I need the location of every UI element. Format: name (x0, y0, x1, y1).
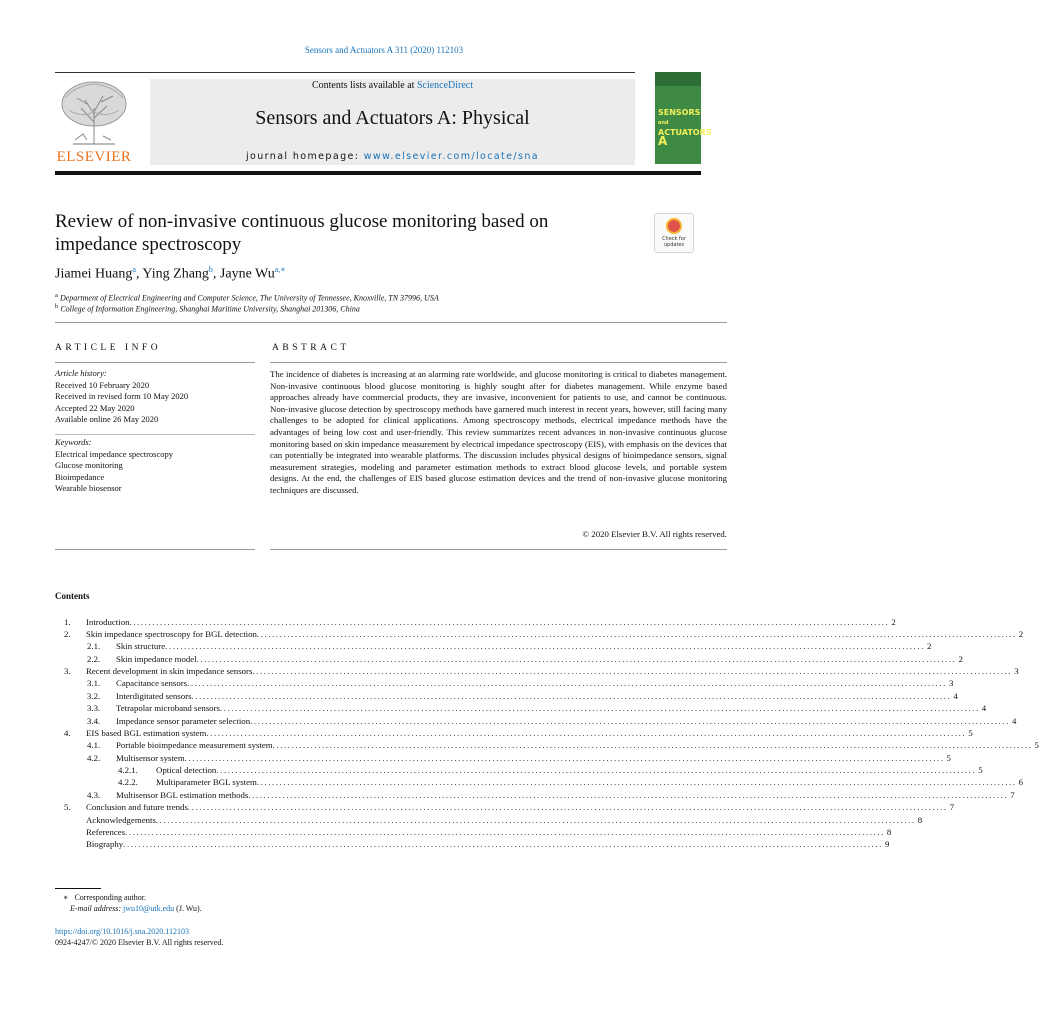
abstract-bottom-rule (270, 549, 727, 550)
toc-entry-title[interactable]: Skin impedance model (116, 653, 197, 664)
toc-leader-dots: ........................................................................................................................................................................................................ (123, 839, 883, 850)
toc-leader-dots: ........................................................................................................................................................................................................ (272, 740, 1033, 751)
toc-entry-page: 7 (1010, 789, 1015, 800)
toc-leader-dots: ........................................................................................................................................................................................................ (187, 802, 948, 813)
toc-entry-line (86, 801, 955, 813)
toc-entry[interactable] (0, 715, 1017, 727)
affiliation-text: Department of Electrical Engineering and Computer Science, The University of Tennessee, Knoxville, TN 37996, USA (59, 293, 439, 303)
toc-entry-number: 4.2.1. (118, 765, 138, 776)
toc-entry-page: 4 (1011, 715, 1017, 726)
toc-entry-page: 2 (891, 616, 896, 627)
history-item: Accepted 22 May 2020 (55, 402, 135, 413)
toc-entry-title[interactable]: Tetrapolar microband sensors (116, 703, 220, 714)
toc-entry[interactable] (0, 640, 932, 652)
article-info-heading: ARTICLE INFO (55, 343, 162, 353)
elsevier-tree-icon (55, 78, 133, 148)
toc-entry-title[interactable]: Multisensor system (116, 752, 185, 763)
toc-entry-number: 4.2.2. (118, 777, 138, 788)
toc-entry-page: 5 (978, 765, 983, 776)
keyword-item: Glucose monitoring (55, 460, 123, 470)
toc-leader-dots: ........................................................................................................................................................................................................ (196, 653, 957, 664)
toc-entry-page: 6 (1018, 777, 1024, 788)
toc-entry-number: 5. (64, 802, 71, 813)
toc-entry-number: 2.2. (87, 653, 101, 664)
toc-entry-title[interactable]: Multiparameter BGL system (156, 777, 257, 788)
keyword-item: Electrical impedance spectroscopy (55, 448, 173, 459)
toc-entry[interactable] (0, 752, 951, 764)
affiliation-divider (55, 322, 727, 323)
crossmark-icon (666, 218, 682, 234)
toc-entry-number: 3.2. (87, 690, 101, 701)
toc-entry-number: 3.4. (87, 715, 101, 726)
toc-leader-dots: ........................................................................................................................................................................................................ (184, 752, 945, 763)
toc-entry-line (116, 702, 987, 714)
toc-entry[interactable] (0, 826, 892, 838)
toc-entry-page: 8 (886, 826, 892, 837)
toc-entry-title[interactable]: Recent development in skin impedance sensors (86, 666, 253, 677)
crossmark-label-line-2: updates (663, 242, 685, 248)
toc-entry-title[interactable]: Skin impedance spectroscopy for BGL detection (86, 628, 257, 639)
publisher-wordmark: ELSEVIER (56, 149, 132, 165)
toc-entry-title[interactable]: Introduction (86, 616, 130, 627)
toc-leader-dots: ........................................................................................................................................................................................................ (256, 628, 1017, 639)
toc-entry-line (116, 690, 958, 702)
toc-entry-page: 8 (917, 814, 923, 825)
toc-entry-number: 1. (64, 616, 71, 627)
article-info-rule (55, 362, 255, 363)
toc-entry-page: 3 (1014, 666, 1019, 677)
toc-entry[interactable] (0, 690, 958, 702)
toc-entry-title[interactable]: Capacitance sensors (116, 678, 188, 689)
toc-leader-dots: ........................................................................................................................................................................................................ (219, 703, 980, 714)
toc-entry-page: 7 (949, 802, 955, 813)
crossmark-label-line-1: Check for (662, 236, 686, 242)
author-list: Jiamei Huang$^a$, Ying Zhang$^b$, Jayne $Wu^{a,∗}$ (55, 265, 286, 282)
toc-entry[interactable] (0, 814, 923, 826)
toc-entry-number: 4.3. (87, 789, 101, 800)
cover-line-1: SENSORS (658, 108, 701, 117)
toc-leader-dots: ........................................................................................................................................................................................................ (129, 616, 890, 627)
toc-leader-dots: ........................................................................................................................................................................................................ (125, 826, 885, 837)
keywords-label: Keywords: (55, 437, 92, 447)
toc-entry-line (86, 628, 1024, 640)
journal-cover-thumbnail[interactable] (655, 72, 712, 164)
toc-entry[interactable] (0, 677, 954, 689)
abstract-copyright: © 2020 Elsevier B.V. All rights reserved. (582, 529, 727, 539)
toc-entry[interactable] (0, 702, 987, 714)
crossmark-label (655, 236, 693, 248)
toc-entry[interactable] (0, 776, 1024, 788)
history-item: Available online 26 May 2020 (55, 414, 159, 424)
abstract-heading: ABSTRACT (272, 343, 350, 353)
toc-entry-line (156, 764, 983, 776)
toc-entry-line (116, 677, 954, 689)
cover-line-3: ACTUATORS (658, 128, 712, 137)
abstract-body: The incidence of diabetes is increasing at an alarming rate worldwide, and glucose monitoring is critical to diabetes management. Non-invasive continuous blood glucose monitoring is highly sought after for diabetes management. While enzyme based approaches already have commercial products, they are invasive, inconvenient for patients to use, and cannot be continuous. Non-invasive glucose detection by spectroscopy methods have garnered much interest in recent years, however, still facing many challenges to be adopted for clinical applications. Among spectroscopy methods, electrical impedance methods have the advantages of being low cost and user-friendly. This review summarizes recent advances in non-invasive continuous glucose monitoring based on skin impedance measurement by electrical impedance spectroscopy (EIS), with emphasis on the devices that can potentially be integrated into wearable platforms. The discussion includes physical designs of bioimpedance sensors, signal measurement strategies, modeling and parameter estimation methods to extract blood glucose levels, and portable system designs. At the end, the challenges of EIS based glucose estimation devices and the trend of non-invasive glucose monitoring techniques are discussed. (270, 369, 727, 495)
affiliation-mark: a (55, 292, 58, 299)
elsevier-logo (55, 78, 133, 166)
toc-entry[interactable] (0, 628, 1024, 640)
email-note (70, 904, 202, 913)
toc-entry-title[interactable]: Optical detection (156, 765, 217, 776)
toc-entry-line (86, 838, 890, 850)
toc-entry-number: 2. (64, 628, 71, 639)
toc-entry-number: 2.1. (87, 641, 101, 652)
toc-entry-title[interactable]: Impedance sensor parameter selection (116, 715, 251, 726)
toc-leader-dots: ........................................................................................................................................................................................................ (250, 715, 1010, 726)
toc-entry-page: 4 (981, 703, 987, 714)
toc-entry[interactable] (0, 727, 973, 739)
homepage-link[interactable]: www.elsevier.com/locate/sna (363, 151, 540, 162)
toc-entry-title[interactable]: Acknowledgements (86, 814, 156, 825)
toc-entry-title[interactable]: Conclusion and future trends (86, 802, 188, 813)
toc-entry-page: 5 (946, 752, 951, 763)
affiliation-mark: b (55, 303, 59, 310)
affiliation-b (55, 303, 360, 314)
article-history (55, 368, 188, 426)
homepage-prefix: journal homepage: (245, 151, 364, 162)
keywords (55, 437, 173, 495)
author-affiliation-mark[interactable]: a (132, 265, 136, 274)
check-for-updates-button[interactable] (654, 213, 694, 253)
toc-entry[interactable] (0, 739, 1039, 751)
contents-lists-line (150, 80, 635, 91)
toc-entry-number: 3.1. (87, 678, 101, 689)
toc-leader-dots: ........................................................................................................................................................................................................ (216, 765, 977, 776)
toc-entry[interactable] (0, 616, 896, 628)
toc-entry[interactable] (0, 653, 963, 665)
email-link[interactable]: jwu10@utk.edu (123, 904, 175, 913)
journal-citation[interactable]: Sensors and Actuators A 311 (2020) 112103 (304, 45, 464, 55)
toc-leader-dots: ........................................................................................................................................................................................................ (256, 777, 1017, 788)
header-bottom-rule (55, 171, 701, 175)
toc-entry-number: 3.3. (87, 703, 101, 714)
toc-entry-page: 4 (953, 690, 958, 701)
toc-entry-title[interactable]: References (86, 826, 126, 837)
toc-leader-dots: ........................................................................................................................................................................................................ (165, 641, 925, 652)
toc-leader-dots: ........................................................................................................................................................................................................ (248, 789, 1009, 800)
toc-entry-line (116, 739, 1039, 751)
journal-homepage-line (150, 151, 635, 162)
toc-entry[interactable] (0, 665, 1019, 677)
affiliation-text: College of Information Engineering, Shanghai Maritime University, Shanghai 201306, China (60, 304, 360, 314)
toc-entry-page: 5 (968, 727, 973, 738)
toc-entry-line (86, 616, 896, 628)
author-affiliation-mark[interactable]: b (208, 265, 213, 274)
toc-leader-dots: ........................................................................................................................................................................................................ (252, 666, 1013, 677)
author-affiliation-mark[interactable]: a,∗ (274, 265, 286, 274)
toc-entry-title[interactable]: Multisensor BGL estimation methods (116, 789, 249, 800)
footnote-marker: ∗ (63, 893, 69, 902)
toc-entry-page: 9 (884, 839, 890, 850)
history-label: Article history: (55, 368, 107, 378)
history-item: Received 10 February 2020 (55, 379, 150, 390)
toc-entry-line (156, 776, 1024, 788)
toc-entry[interactable] (0, 838, 890, 850)
toc-entry-page: 3 (948, 678, 954, 689)
toc-entry-line (86, 727, 973, 739)
author-name: Jayne Wu (219, 266, 275, 282)
keyword-item: Bioimpedance (55, 471, 105, 482)
toc-entry-title[interactable]: Skin structure (116, 641, 166, 652)
cover-line-2: and (658, 120, 669, 126)
cover-line-4: A (658, 134, 668, 148)
toc-entry[interactable] (0, 789, 1015, 801)
history-item: Received in revised form 10 May 2020 (55, 391, 189, 401)
toc-entry-title[interactable]: EIS based BGL estimation system (86, 727, 207, 738)
toc-entry-page: 2 (958, 653, 963, 664)
cover-stripe (655, 72, 701, 86)
toc-entry-title[interactable]: Interdigitated sensors (116, 690, 192, 701)
footnote-rule (55, 888, 101, 889)
toc-entry-number: 4.1. (87, 740, 101, 751)
toc-entry-number: 4. (64, 727, 71, 738)
toc-entry-page: 5 (1034, 740, 1039, 751)
toc-entry-number: 3. (64, 666, 71, 677)
contents-prefix: Contents lists available at (311, 80, 417, 91)
toc-entry-line (116, 715, 1017, 727)
sciencedirect-link[interactable]: ScienceDirect (416, 80, 474, 91)
header-top-rule (55, 72, 635, 73)
article-title: Review of non-invasive continuous glucose monitoring based on impedance spectroscopy (55, 211, 549, 255)
toc-entry-line (86, 826, 892, 838)
contents-heading: Contents (55, 591, 90, 601)
toc-entry-line (116, 752, 951, 764)
journal-title: Sensors and Actuators A: Physical (255, 107, 530, 129)
toc-leader-dots: ........................................................................................................................................................................................................ (155, 814, 916, 825)
toc-entry[interactable] (0, 801, 955, 813)
toc-entry-line (86, 814, 923, 826)
toc-entry-number: 4.2. (87, 752, 101, 763)
toc-entry-title[interactable]: Biography (86, 839, 124, 850)
toc-entry-page: 2 (926, 641, 932, 652)
email-label: E-mail address: (70, 904, 124, 913)
toc-entry-page: 2 (1018, 628, 1024, 639)
email-suffix: (J. Wu). (174, 904, 202, 913)
toc-leader-dots: ........................................................................................................................................................................................................ (187, 678, 947, 689)
abstract-rule (270, 362, 727, 363)
toc-leader-dots: ........................................................................................................................................................................................................ (191, 690, 952, 701)
corresponding-text: Corresponding author. (74, 893, 146, 902)
keywords-rule (55, 434, 255, 435)
toc-entry-line (116, 640, 932, 652)
author-name: Jiamei Huang (55, 266, 133, 282)
author-name: Ying Zhang (142, 266, 209, 282)
cover-title (658, 108, 712, 147)
toc-entry-line (116, 653, 963, 665)
toc-entry-line (116, 789, 1015, 801)
keyword-item: Wearable biosensor (55, 483, 122, 493)
toc-leader-dots: ........................................................................................................................................................................................................ (206, 727, 967, 738)
issn-line: 0924-4247/© 2020 Elsevier B.V. All rights reserved. (55, 938, 224, 947)
corresponding-author-note (55, 893, 146, 902)
affiliation-a (55, 292, 439, 303)
toc-entry-line (86, 665, 1019, 677)
article-info-bottom-rule (55, 549, 255, 550)
toc-entry-title[interactable]: Portable bioimpedance measurement system (116, 740, 273, 751)
doi-link[interactable]: https://doi.org/10.1016/j.sna.2020.112103 (55, 927, 190, 936)
toc-entry[interactable] (0, 764, 983, 776)
